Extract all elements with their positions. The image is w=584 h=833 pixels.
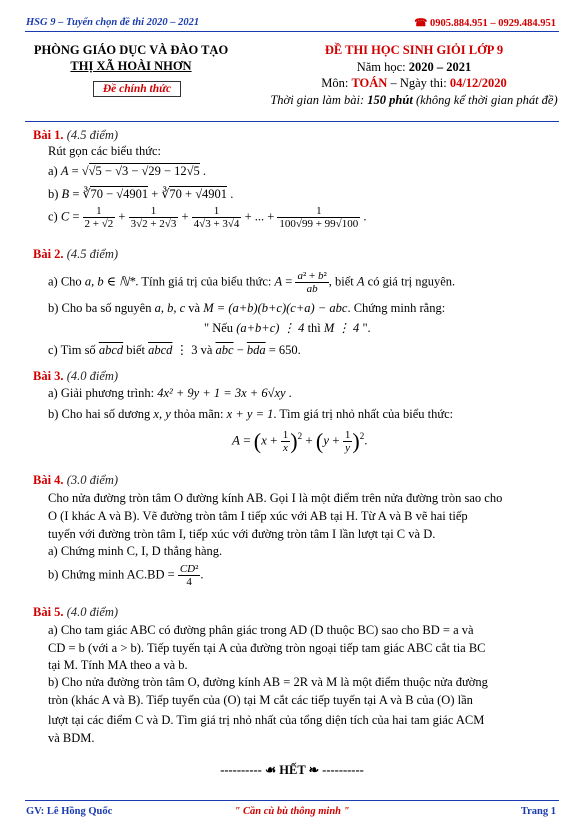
problem-1-heading [33,127,118,143]
problem-4b: b) Chứng minh AC.BD = $\frac{\text{CD²}}{4}$ . [48,563,204,588]
p2b-math2: M = (a+b)(b+c)(c+a) − abc [203,301,348,315]
time-note: (không kể thời gian phát đề) [412,92,558,107]
p2c-num4: $\overline{bda}$ [246,343,266,357]
p2c-text5: = 650. [265,343,301,357]
problem-3-points: (4.0 điểm) [63,369,119,383]
p2b-text4: " Nếu [204,321,237,335]
header-phone [414,17,556,29]
exam-date: 04/12/2020 [449,76,507,90]
problem-5-line6: lượt tại các điểm C và D. Tìm giá trị nhỏ nhất của tổng diện tích của hai tam giác ACM [48,713,485,727]
p3b-math2: x + y = 1 [226,407,274,421]
p2b-text3: . Chứng minh rằng: [347,301,446,315]
section-divider [25,121,559,122]
exam-time: 150 phút [367,92,413,107]
p2a-math1: a, b ∈ ℕ* [84,274,136,289]
header-divider [25,31,559,32]
subject-label: Môn: [321,76,352,90]
p2c-num3: $\overline{abc}$ [215,343,234,357]
problem-1b: b) B = ∛70 − √4901 + ∛70 + √4901 . [48,187,234,201]
footer-page-number: Trang 1 [520,806,556,817]
footer-teacher: GV: Lê Hồng Quốc [26,806,113,817]
problem-2-heading [33,246,118,262]
organization-block [26,42,236,74]
year-label: Năm học: [356,59,409,74]
end-marker: ---------- ☙ HẾT ❧ ---------- [220,763,364,777]
exam-subject: TOÁN [351,76,388,90]
exam-time-line [268,92,560,109]
problem-5-line2: CD = b (với a > b). Tiếp tuyến tại A của đường tròn ngoại tiếp tam giác ABC cắt tia BC [48,641,486,655]
problem-1c: c) C = $\frac{1}{2 + √2}$ + $\frac{1}{3√2 + 2√3}$ + $\frac{1}{4√3 + 3√4}$ + ... + $\frac{1}{100√99 + 99√100}$ . [48,205,367,230]
problem-5-points: (4.0 điểm) [63,605,119,619]
exam-year: 2020 – 2021 [408,59,472,74]
p3a-equation: 4x² + 9y + 1 = 3x + 6√xy [157,386,286,400]
problem-1-intro: Rút gọn các biểu thức: [48,144,161,158]
problem-1-points: (4.5 điểm) [63,128,119,142]
p2b-text5: thì [304,321,324,335]
p4b-text: b) Chứng minh AC.BD = [48,567,178,582]
problem-5-heading [33,604,118,620]
org-line1: PHÒNG GIÁO DỤC VÀ ĐÀO TẠO [33,43,229,57]
time-label: Thời gian làm bài: [270,92,368,107]
phone-icon: ☎ [414,18,428,29]
problem-3-heading [33,368,118,384]
problem-4-line1: Cho nửa đường tròn tâm O đường kính AB. Gọi I là một điểm trên nửa đường tròn sao cho [48,491,503,505]
header-phone-numbers: 0905.884.951 – 0929.484.951 [430,18,556,29]
problem-5-line4: b) Cho nửa đường tròn tâm O, đường kính AB = 2R và M là một điểm thuộc nửa đường [48,675,488,689]
problem-2b-claim [204,320,371,336]
p2c-text2: biết [123,343,149,357]
p2c-num2: abcd [148,343,173,357]
problem-3b-expression: A = (x + $\frac{1}{x}$ )$^2$ + (y + $\frac{1}{y}$ )$^2$. [232,428,368,454]
p3b-text3: . Tìm giá trị nhỏ nhất của biểu thức: [273,407,454,421]
problem-5-line5: tròn (khác A và B). Tiếp tuyến của (O) tại M cắt các tiếp tuyến tại A và B của (O) lần [48,693,473,707]
problem-2-points: (4.5 điểm) [63,247,119,261]
p2c-text1: c) Tìm số [48,343,99,357]
exam-title: ĐỀ THI HỌC SINH GIỎI LỚP 9 [324,43,504,57]
problem-5-line1: a) Cho tam giác ABC có đường phân giác trong AD (D thuộc BC) sao cho BD = a và [48,623,474,637]
problem-2c [48,342,301,358]
org-line2: THỊ XÃ HOÀI NHƠN [70,59,192,73]
exam-info-block [268,42,560,108]
footer-divider [25,800,559,801]
problem-4-line2: O (I khác A và B). Vẽ đường tròn tâm I tiếp xúc với AB tại H. Từ A và B vẽ hai tiếp [48,509,468,523]
p2a-text4: có giá trị nguyên. [364,274,456,289]
problem-3b [48,406,453,422]
problem-4-line3: tuyến với đường tròn tâm I, tiếp xúc với đường tròn tâm I lần lượt tại C và D. [48,527,436,541]
p2c-text4: − [233,343,247,357]
p3b-math1: x, y [153,407,171,421]
exam-subject-line [268,75,560,92]
p2b-math4: M ⋮ 4 [323,321,360,335]
problem-4a: a) Chứng minh C, I, D thẳng hàng. [48,544,223,558]
p2a-math2: A [356,274,365,289]
p2a-text2: . Tính giá trị của biểu thức: [135,274,275,289]
problem-2-title: Bài 2. [33,247,64,261]
exam-year-line [268,59,560,76]
problem-1a: a) A = √√5 − √3 − √29 − 12√5 . [48,164,207,178]
p2b-math3: (a+b+c) ⋮ 4 [236,321,305,335]
problem-2a: a) Cho a, b ∈ ℕ*. Tính giá trị của biểu thức: A = $\frac{\text{a² + b²}}{ab}$ , biết A có giá trị nguyên. [48,270,456,295]
date-label: – Ngày thi: [387,76,450,90]
problem-5-line3: tại M. Tính MA theo a và b. [48,658,188,672]
footer-motto: " Cần cù bù thông minh " [234,806,350,817]
problem-4-points: (3.0 điểm) [63,473,119,487]
problem-3a: a) Giải phương trình: 4x² + 9y + 1 = 3x + 6√xy . [48,386,292,400]
problem-4-heading [33,472,118,488]
problem-4-title: Bài 4. [33,473,64,487]
p2c-num1: abcd [98,343,124,357]
p2a-text3: , biết [328,274,357,289]
problem-2b [48,300,445,316]
problem-5-line7: và BDM. [48,731,95,745]
p2b-text1: b) Cho ba số nguyên [48,301,155,315]
problem-1-title: Bài 1. [33,128,64,142]
p2b-math1: a, b, c [154,301,186,315]
p3b-text2: thỏa mãn: [170,407,227,421]
p2b-text6: ". [359,321,371,335]
header-left-text: HSG 9 – Tuyển chọn đề thi 2020 – 2021 [26,17,200,28]
official-stamp: Đề chính thức [93,81,181,97]
problem-5-title: Bài 5. [33,605,64,619]
p2a-text1: a) Cho [48,274,85,289]
p3b-text1: b) Cho hai số dương [48,407,154,421]
p2b-text2: và [185,301,204,315]
p3a-text: a) Giải phương trình: [48,386,158,400]
problem-3-title: Bài 3. [33,369,64,383]
p2c-text3: ⋮ 3 và [172,343,216,357]
